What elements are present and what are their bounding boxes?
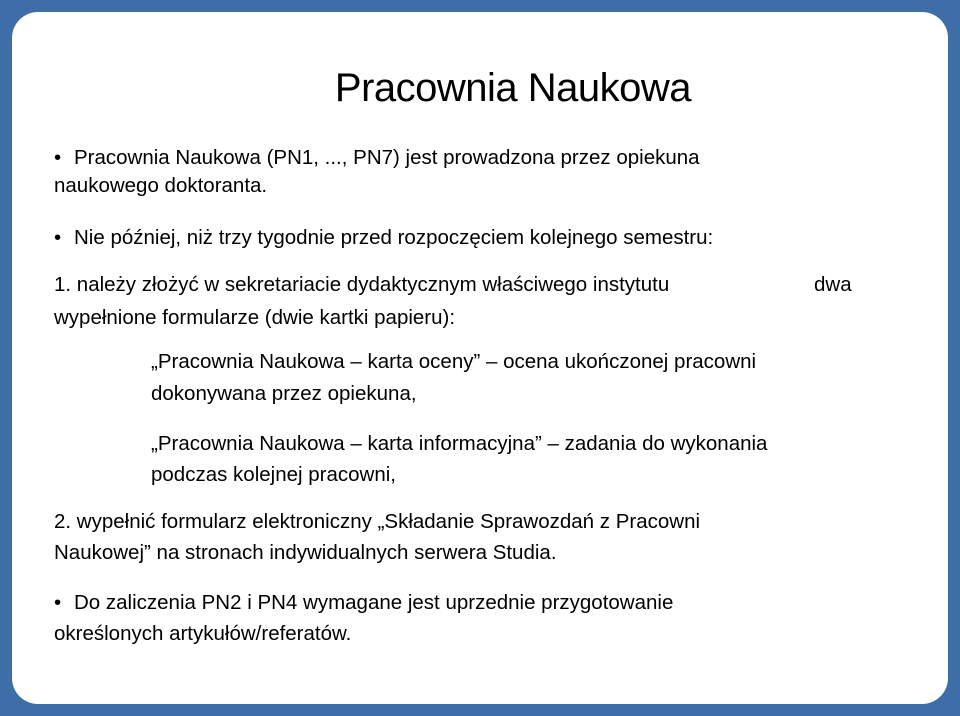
bullet-1-text: Pracownia Naukowa (PN1, ..., PN7) jest prowadzona przez opiekuna	[74, 146, 700, 169]
bullet-1-line-1	[54, 144, 700, 172]
point-1-line-1: 1. należy złożyć w sekretariacie dydaktycznym właściwego instytutu	[54, 273, 670, 296]
point-1-line-2: wypełnione formularze (dwie kartki papieru):	[54, 306, 456, 329]
bullet-1-line-2: naukowego doktoranta.	[54, 174, 268, 197]
bullet-icon: •	[54, 146, 62, 169]
point-2-line-1: 2. wypełnić formularz elektroniczny „Składanie Sprawozdań z Pracowni	[54, 510, 701, 533]
bullet-icon: •	[54, 226, 62, 249]
subitem-2-line-1: „Pracownia Naukowa – karta informacyjna” – zadania do wykonania	[151, 432, 768, 455]
bullet-2-line-1	[54, 224, 713, 252]
subitem-1-line-2: dokonywana przez opiekuna,	[151, 382, 417, 405]
slide-title: Pracownia Naukowa	[334, 66, 692, 110]
subitem-2-line-2: podczas kolejnej pracowni,	[151, 463, 396, 486]
subitem-1-line-1: „Pracownia Naukowa – karta oceny” – ocena ukończonej pracowni	[151, 350, 757, 373]
bullet-3-line-2: określonych artykułów/referatów.	[54, 622, 352, 645]
point-2-line-2: Naukowej” na stronach indywidualnych serwera Studia.	[54, 541, 557, 564]
bullet-3-text: Do zaliczenia PN2 i PN4 wymagane jest uprzednie przygotowanie	[74, 591, 674, 614]
bullet-3-line-1	[54, 589, 673, 617]
bullet-icon: •	[54, 591, 62, 614]
point-1-line-1-end: dwa	[814, 273, 852, 296]
bullet-2-text: Nie później, niż trzy tygodnie przed rozpoczęciem kolejnego semestru:	[74, 226, 714, 249]
